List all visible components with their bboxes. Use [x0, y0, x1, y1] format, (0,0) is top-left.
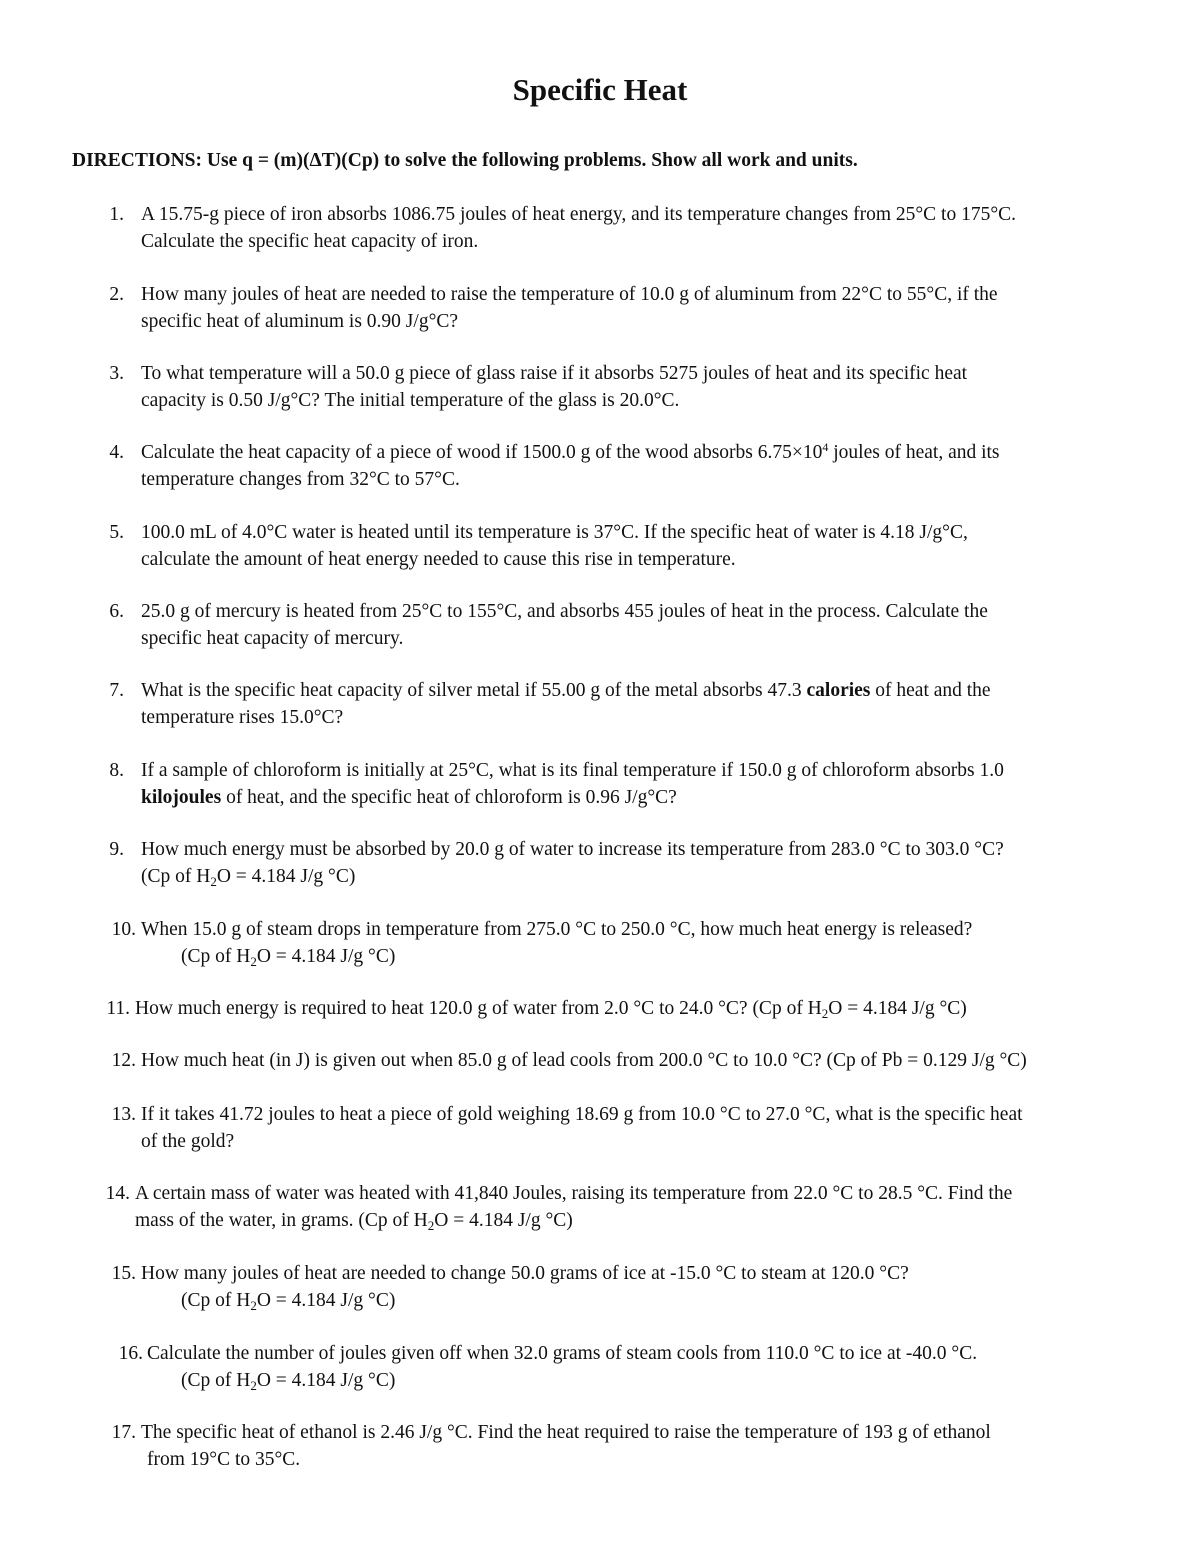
problem-text: Calculate the heat capacity of a piece of wood if 1500.0 g of the wood absorbs 6.75×10	[141, 442, 823, 463]
cp-note: O = 4.184 J/g °C)	[256, 945, 396, 967]
problem-8	[0, 758, 1004, 811]
problem-text: To what temperature will a 50.0 g piece of glass raise if it absorbs 5275 joules of heat and its specific heat	[141, 363, 968, 384]
cp-note: O = 4.184 J/g °C)	[256, 1289, 396, 1311]
problem-11	[0, 996, 967, 1023]
problem-number: 3.	[109, 363, 124, 384]
problem-text: 25.0 g of mercury is heated from 25°C to 155°C, and absorbs 455 joules of heat in the process. Calculate the	[141, 601, 988, 622]
problem-number: 10.	[111, 919, 136, 940]
problem-text: When 15.0 g of steam drops in temperature from 275.0 °C to 250.0 °C, how much heat energy is released?	[141, 919, 973, 940]
problem-number: 13.	[111, 1104, 136, 1125]
problem-14	[0, 1181, 1012, 1234]
problem-text: How many joules of heat are needed to raise the temperature of 10.0 g of aluminum from 22°C to 55°C, if the	[141, 284, 998, 305]
problem-text: O = 4.184 J/g °C)	[434, 1209, 573, 1231]
problem-number: 17.	[111, 1422, 136, 1443]
problem-10	[0, 917, 972, 970]
problem-text: A 15.75-g piece of iron absorbs 1086.75 joules of heat energy, and its temperature changes from 25°C to 175°C.	[141, 204, 1017, 225]
problem-number: 2.	[109, 284, 124, 305]
problem-text: of heat, and the specific heat of chloroform is 0.96 J/g°C?	[221, 786, 677, 808]
problem-16	[0, 1341, 977, 1394]
problem-1	[0, 202, 1016, 255]
problem-number: 12.	[111, 1050, 136, 1071]
exponent: 4	[822, 440, 829, 454]
emphasis-text: kilojoules	[141, 786, 222, 808]
problem-17	[0, 1420, 991, 1473]
problem-number: 5.	[109, 522, 124, 543]
problem-text: Calculate the number of joules given off when 32.0 grams of steam cools from 110.0 °C to ice at -40.0 °C.	[147, 1343, 978, 1364]
cp-note: (Cp of H	[181, 1289, 251, 1311]
emphasis-text: calories	[806, 680, 871, 701]
problem-text: calculate the amount of heat energy needed to cause this rise in temperature.	[141, 548, 736, 570]
problem-text: If it takes 41.72 joules to heat a piece of gold weighing 18.69 g from 10.0 °C to 27.0 °C, what is the specific heat	[141, 1104, 1023, 1125]
problem-12	[0, 1048, 1027, 1075]
problem-number: 8.	[109, 760, 124, 781]
problem-text: temperature rises 15.0°C?	[141, 706, 344, 728]
problem-9	[0, 837, 1004, 890]
problem-text: What is the specific heat capacity of silver metal if 55.00 g of the metal absorbs 47.3	[141, 680, 807, 701]
cp-note: (Cp of H	[181, 945, 251, 967]
problem-number: 15.	[111, 1263, 136, 1284]
problem-text: from 19°C to 35°C.	[147, 1448, 301, 1470]
problem-text: specific heat of aluminum is 0.90 J/g°C?	[141, 310, 459, 332]
subscript: 2	[210, 873, 217, 889]
subscript: 2	[250, 1297, 257, 1313]
problem-text: How many joules of heat are needed to change 50.0 grams of ice at -15.0 °C to steam at 120.0 °C?	[141, 1263, 909, 1284]
problem-15	[0, 1261, 909, 1314]
problem-text: If a sample of chloroform is initially at 25°C, what is its final temperature if 150.0 g of chloroform absorbs 1.0	[141, 760, 1004, 781]
problem-number: 9.	[109, 839, 124, 860]
problem-6	[0, 599, 988, 652]
problem-text: capacity is 0.50 J/g°C? The initial temperature of the glass is 20.0°C.	[141, 389, 680, 411]
problem-text: mass of the water, in grams. (Cp of H	[135, 1209, 428, 1231]
problem-4	[0, 440, 1000, 493]
problem-text: 100.0 mL of 4.0°C water is heated until its temperature is 37°C. If the specific heat of water is 4.18 J/g°C,	[141, 522, 968, 543]
problem-3	[0, 361, 967, 414]
problem-text: How much energy must be absorbed by 20.0 g of water to increase its temperature from 283.0 °C to 303.0 °C?	[141, 839, 1004, 860]
problem-7	[0, 678, 991, 731]
problem-text: How much heat (in J) is given out when 85.0 g of lead cools from 200.0 °C to 10.0 °C? (Cp of Pb = 0.129 J/g °C)	[141, 1050, 1027, 1071]
subscript: 2	[250, 953, 257, 969]
subscript: 2	[427, 1217, 435, 1233]
cp-note: (Cp of H	[181, 1369, 251, 1391]
problem-2	[0, 282, 998, 335]
problem-number: 14.	[105, 1183, 130, 1204]
problem-text: specific heat capacity of mercury.	[141, 627, 404, 649]
problem-5	[0, 520, 968, 573]
problem-text: Calculate the specific heat capacity of iron.	[141, 230, 479, 252]
problem-text: How much energy is required to heat 120.0 g of water from 2.0 °C to 24.0 °C? (Cp of H	[135, 998, 822, 1019]
subscript: 2	[250, 1377, 257, 1393]
problem-text: joules of heat, and its	[828, 442, 1000, 463]
problem-text: temperature changes from 32°C to 57°C.	[141, 468, 460, 490]
problem-text: of the gold?	[141, 1130, 235, 1152]
page-title: Specific Heat	[512, 72, 688, 107]
problem-text: O = 4.184 J/g °C)	[828, 998, 967, 1019]
directions: DIRECTIONS: Use q = (m)(ΔT)(Cp) to solve the following problems. Show all work and units.	[72, 150, 858, 171]
problem-text: The specific heat of ethanol is 2.46 J/g °C. Find the heat required to raise the temperature of 193 g of ethanol	[141, 1422, 991, 1443]
subscript: 2	[821, 1006, 829, 1021]
problem-number: 1.	[109, 204, 124, 225]
problem-13	[0, 1102, 1023, 1155]
cp-note: O = 4.184 J/g °C)	[216, 865, 356, 887]
cp-note: (Cp of H	[141, 865, 211, 887]
problem-number: 11.	[106, 998, 130, 1019]
problem-text: of heat and the	[870, 680, 991, 701]
problem-number: 16.	[118, 1343, 143, 1364]
cp-note: O = 4.184 J/g °C)	[256, 1369, 396, 1391]
problem-number: 4.	[109, 442, 124, 463]
problem-number: 7.	[109, 680, 124, 701]
problem-number: 6.	[109, 601, 124, 622]
problem-text: A certain mass of water was heated with 41,840 Joules, raising its temperature from 22.0 °C to 28.5 °C. Find the	[135, 1183, 1013, 1204]
